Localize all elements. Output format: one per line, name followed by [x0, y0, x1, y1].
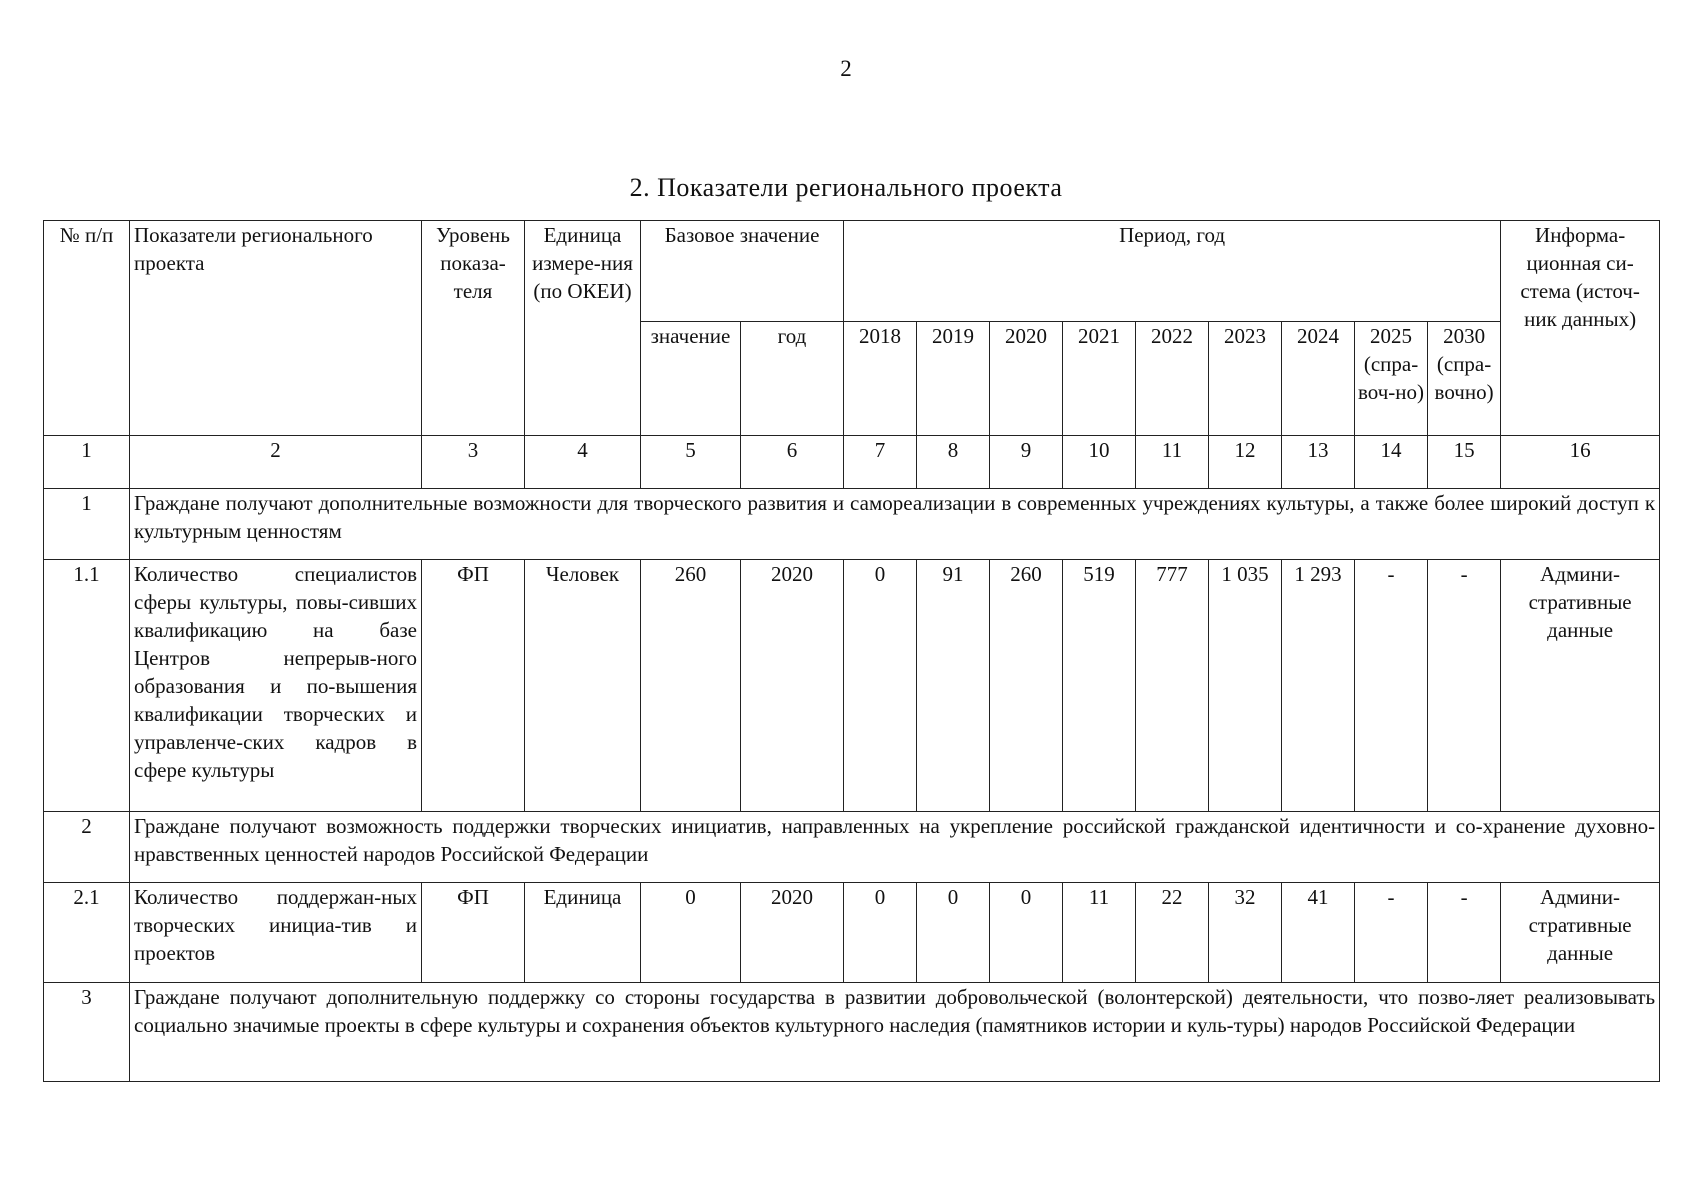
column-number: 15	[1428, 436, 1501, 489]
header-year: 2020	[990, 322, 1063, 436]
column-number: 13	[1282, 436, 1355, 489]
indicator-value: 0	[990, 883, 1063, 983]
column-number: 16	[1501, 436, 1660, 489]
indicator-value: -	[1355, 883, 1428, 983]
indicator-num: 1.1	[44, 560, 130, 812]
column-number: 12	[1209, 436, 1282, 489]
column-number: 5	[641, 436, 741, 489]
indicator-level: ФП	[422, 883, 525, 983]
indicator-value: 11	[1063, 883, 1136, 983]
indicator-value: 260	[990, 560, 1063, 812]
indicator-row	[44, 883, 1660, 983]
indicator-row	[44, 560, 1660, 812]
indicator-value: 777	[1136, 560, 1209, 812]
document-title: 2. Показатели регионального проекта	[629, 173, 1063, 202]
header-row-top	[44, 221, 1660, 322]
header-num: № п/п	[44, 221, 130, 436]
indicator-name: Количество поддержан-ных творческих инициа-тив и проектов	[130, 883, 422, 983]
header-year: 2024	[1282, 322, 1355, 436]
section-num: 2	[44, 812, 130, 883]
column-number: 4	[525, 436, 641, 489]
indicator-value: 1 035	[1209, 560, 1282, 812]
header-base-value: значение	[641, 322, 741, 436]
indicator-name: Количество специалистов сферы культуры, повы-сивших квалификацию на базе Центров непрерыв-ного образования и по-вышения квалификации творческих и управленче-ских кадров в сфере культуры	[130, 560, 422, 812]
indicator-source: Админи-стративные данные	[1501, 883, 1660, 983]
header-base: Базовое значение	[641, 221, 844, 322]
section-row	[44, 812, 1660, 883]
indicator-base-value: 0	[641, 883, 741, 983]
indicator-source: Админи-стративные данные	[1501, 560, 1660, 812]
column-number-row	[44, 436, 1660, 489]
indicator-unit: Единица	[525, 883, 641, 983]
indicator-value: 0	[844, 883, 917, 983]
section-text: Граждане получают дополнительную поддержку со стороны государства в развитии добровольческой (волонтерской) деятельности, что позво-ляет реализовывать социально значимые проекты в сфере культуры и сохранения объектов культурного наследия (памятников истории и куль-туры) народов Российской Федерации	[130, 983, 1660, 1082]
column-number: 9	[990, 436, 1063, 489]
page-number: 2	[840, 56, 852, 81]
header-period: Период, год	[844, 221, 1501, 322]
header-year: 2022	[1136, 322, 1209, 436]
indicator-value: -	[1428, 560, 1501, 812]
header-year: 2018	[844, 322, 917, 436]
column-number: 3	[422, 436, 525, 489]
indicators-table	[43, 220, 1660, 1082]
header-year: 2021	[1063, 322, 1136, 436]
indicator-value: -	[1355, 560, 1428, 812]
header-indicator: Показатели регионального проекта	[130, 221, 422, 436]
header-unit: Единица измере-ния (по ОКЕИ)	[525, 221, 641, 436]
header-source: Информа-ционная си-стема (источ-ник данных)	[1501, 221, 1660, 436]
indicator-base-year: 2020	[741, 560, 844, 812]
indicator-value: -	[1428, 883, 1501, 983]
section-num: 1	[44, 489, 130, 560]
section-text: Граждане получают дополнительные возможности для творческого развития и самореализации в современных учреждениях культуры, а также более широкий доступ к культурным ценностям	[130, 489, 1660, 560]
header-base-year: год	[741, 322, 844, 436]
indicator-unit: Человек	[525, 560, 641, 812]
column-number: 1	[44, 436, 130, 489]
indicator-base-value: 260	[641, 560, 741, 812]
column-number: 7	[844, 436, 917, 489]
indicator-level: ФП	[422, 560, 525, 812]
section-row	[44, 489, 1660, 560]
header-year: 2025 (спра-воч-но)	[1355, 322, 1428, 436]
header-year: 2023	[1209, 322, 1282, 436]
indicator-base-year: 2020	[741, 883, 844, 983]
indicator-value: 41	[1282, 883, 1355, 983]
header-year: 2030 (спра-вочно)	[1428, 322, 1501, 436]
indicator-value: 519	[1063, 560, 1136, 812]
column-number: 8	[917, 436, 990, 489]
column-number: 14	[1355, 436, 1428, 489]
section-text: Граждане получают возможность поддержки творческих инициатив, направленных на укрепление российской гражданской идентичности и со-хранение духовно-нравственных ценностей народов Российской Федерации	[130, 812, 1660, 883]
indicator-value: 22	[1136, 883, 1209, 983]
indicator-value: 32	[1209, 883, 1282, 983]
column-number: 2	[130, 436, 422, 489]
indicator-value: 1 293	[1282, 560, 1355, 812]
indicator-num: 2.1	[44, 883, 130, 983]
header-year: 2019	[917, 322, 990, 436]
indicator-value: 0	[844, 560, 917, 812]
section-num: 3	[44, 983, 130, 1082]
column-number: 10	[1063, 436, 1136, 489]
column-number: 11	[1136, 436, 1209, 489]
indicator-value: 91	[917, 560, 990, 812]
header-level: Уровень показа-теля	[422, 221, 525, 436]
section-row	[44, 983, 1660, 1082]
indicator-value: 0	[917, 883, 990, 983]
column-number: 6	[741, 436, 844, 489]
